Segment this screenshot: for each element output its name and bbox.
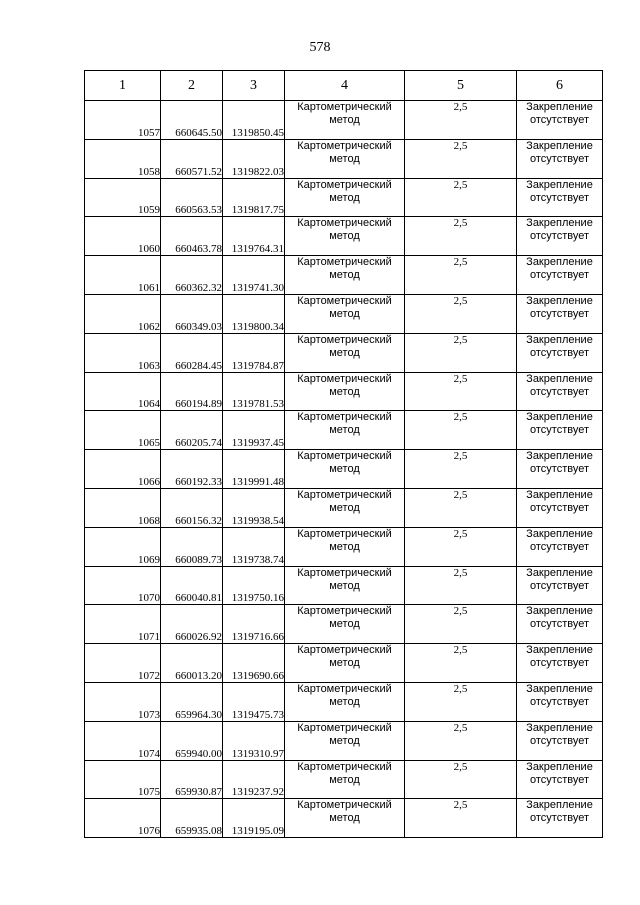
fixation-line-2: отсутствует bbox=[529, 540, 589, 553]
table-row bbox=[85, 139, 603, 178]
method-line-1: Картометрический bbox=[297, 644, 392, 657]
accuracy-cell: 2,5 bbox=[405, 488, 517, 527]
point-number-cell: 1061 bbox=[85, 256, 161, 295]
point-number-cell: 1072 bbox=[85, 644, 161, 683]
y-coordinate-cell: 1319750.16 bbox=[223, 566, 285, 605]
point-number-cell: 1065 bbox=[85, 411, 161, 450]
method-line-1: Картометрический bbox=[297, 527, 392, 540]
accuracy-cell: 2,5 bbox=[405, 450, 517, 489]
y-coordinate-cell: 1319310.97 bbox=[223, 721, 285, 760]
point-number-cell: 1057 bbox=[85, 101, 161, 140]
x-coordinate-cell: 659964.30 bbox=[161, 682, 223, 721]
y-coordinate-cell: 1319690.66 bbox=[223, 644, 285, 683]
method-line-2: метод bbox=[329, 812, 360, 825]
y-coordinate-cell: 1319764.31 bbox=[223, 217, 285, 256]
fixation-line-1: Закрепление bbox=[526, 566, 593, 579]
table-row bbox=[85, 566, 603, 605]
fixation-line-1: Закрепление bbox=[526, 333, 593, 346]
fixation-cell bbox=[517, 721, 603, 760]
method-line-1: Картометрический bbox=[297, 488, 392, 501]
point-number-cell: 1058 bbox=[85, 139, 161, 178]
point-number-cell: 1071 bbox=[85, 605, 161, 644]
table-row bbox=[85, 217, 603, 256]
y-coordinate-cell: 1319822.03 bbox=[223, 139, 285, 178]
point-number-cell: 1066 bbox=[85, 450, 161, 489]
method-line-2: метод bbox=[329, 695, 360, 708]
accuracy-cell: 2,5 bbox=[405, 682, 517, 721]
method-line-2: метод bbox=[329, 773, 360, 786]
accuracy-cell: 2,5 bbox=[405, 644, 517, 683]
table-body bbox=[85, 101, 603, 838]
x-coordinate-cell: 660205.74 bbox=[161, 411, 223, 450]
fixation-cell bbox=[517, 217, 603, 256]
accuracy-cell: 2,5 bbox=[405, 527, 517, 566]
table-row bbox=[85, 644, 603, 683]
x-coordinate-cell: 660284.45 bbox=[161, 333, 223, 372]
header-row bbox=[85, 71, 603, 101]
method-line-1: Картометрический bbox=[297, 333, 392, 346]
table-row bbox=[85, 294, 603, 333]
method-line-2: метод bbox=[329, 424, 360, 437]
fixation-line-2: отсутствует bbox=[529, 424, 589, 437]
page-number: 578 bbox=[309, 40, 331, 55]
x-coordinate-cell: 660013.20 bbox=[161, 644, 223, 683]
fixation-cell bbox=[517, 139, 603, 178]
x-coordinate-cell: 660156.32 bbox=[161, 488, 223, 527]
fixation-line-1: Закрепление bbox=[526, 139, 593, 152]
method-cell bbox=[285, 721, 405, 760]
method-cell bbox=[285, 527, 405, 566]
x-coordinate-cell: 660645.50 bbox=[161, 101, 223, 140]
method-cell bbox=[285, 139, 405, 178]
fixation-cell bbox=[517, 644, 603, 683]
method-line-1: Картометрический bbox=[297, 450, 392, 463]
method-line-1: Картометрический bbox=[297, 256, 392, 269]
table-row bbox=[85, 101, 603, 140]
method-line-2: метод bbox=[329, 734, 360, 747]
header-cell-1: 1 bbox=[85, 71, 161, 101]
method-line-2: метод bbox=[329, 385, 360, 398]
method-line-2: метод bbox=[329, 307, 360, 320]
point-number-cell: 1074 bbox=[85, 721, 161, 760]
method-line-2: метод bbox=[329, 346, 360, 359]
fixation-cell bbox=[517, 605, 603, 644]
point-number-cell: 1070 bbox=[85, 566, 161, 605]
point-number-cell: 1069 bbox=[85, 527, 161, 566]
accuracy-cell: 2,5 bbox=[405, 411, 517, 450]
point-number-cell: 1075 bbox=[85, 760, 161, 799]
accuracy-cell: 2,5 bbox=[405, 721, 517, 760]
fixation-line-1: Закрепление bbox=[526, 799, 593, 812]
y-coordinate-cell: 1319195.09 bbox=[223, 799, 285, 838]
fixation-cell bbox=[517, 488, 603, 527]
coordinates-table bbox=[84, 70, 603, 838]
method-line-2: метод bbox=[329, 657, 360, 670]
y-coordinate-cell: 1319237.92 bbox=[223, 760, 285, 799]
y-coordinate-cell: 1319716.66 bbox=[223, 605, 285, 644]
method-cell bbox=[285, 333, 405, 372]
x-coordinate-cell: 660563.53 bbox=[161, 178, 223, 217]
method-line-2: метод bbox=[329, 463, 360, 476]
fixation-cell bbox=[517, 411, 603, 450]
method-line-1: Картометрический bbox=[297, 411, 392, 424]
fixation-line-2: отсутствует bbox=[529, 812, 589, 825]
point-number-cell: 1076 bbox=[85, 799, 161, 838]
method-cell bbox=[285, 411, 405, 450]
method-line-1: Картометрический bbox=[297, 101, 392, 113]
y-coordinate-cell: 1319938.54 bbox=[223, 488, 285, 527]
table-row bbox=[85, 527, 603, 566]
fixation-line-1: Закрепление bbox=[526, 450, 593, 463]
fixation-line-2: отсутствует bbox=[529, 114, 589, 126]
method-line-1: Картометрический bbox=[297, 682, 392, 695]
method-cell bbox=[285, 217, 405, 256]
method-line-1: Картометрический bbox=[297, 139, 392, 152]
fixation-line-2: отсутствует bbox=[529, 618, 589, 631]
point-number-cell: 1068 bbox=[85, 488, 161, 527]
accuracy-cell: 2,5 bbox=[405, 605, 517, 644]
accuracy-cell: 2,5 bbox=[405, 101, 517, 140]
method-cell bbox=[285, 760, 405, 799]
method-cell bbox=[285, 178, 405, 217]
x-coordinate-cell: 660194.89 bbox=[161, 372, 223, 411]
method-line-2: метод bbox=[329, 540, 360, 553]
x-coordinate-cell: 660571.52 bbox=[161, 139, 223, 178]
accuracy-cell: 2,5 bbox=[405, 294, 517, 333]
y-coordinate-cell: 1319817.75 bbox=[223, 178, 285, 217]
fixation-line-2: отсутствует bbox=[529, 230, 589, 243]
table-row bbox=[85, 333, 603, 372]
fixation-line-1: Закрепление bbox=[526, 101, 593, 113]
x-coordinate-cell: 660463.78 bbox=[161, 217, 223, 256]
method-line-1: Картометрический bbox=[297, 178, 392, 191]
fixation-line-2: отсутствует bbox=[529, 307, 589, 320]
accuracy-cell: 2,5 bbox=[405, 333, 517, 372]
table-row bbox=[85, 488, 603, 527]
fixation-line-1: Закрепление bbox=[526, 682, 593, 695]
method-cell bbox=[285, 644, 405, 683]
fixation-line-2: отсутствует bbox=[529, 579, 589, 592]
fixation-line-1: Закрепление bbox=[526, 294, 593, 307]
method-cell bbox=[285, 682, 405, 721]
y-coordinate-cell: 1319741.30 bbox=[223, 256, 285, 295]
fixation-cell bbox=[517, 450, 603, 489]
y-coordinate-cell: 1319738.74 bbox=[223, 527, 285, 566]
method-line-2: метод bbox=[329, 152, 360, 165]
fixation-line-1: Закрепление bbox=[526, 217, 593, 230]
fixation-line-1: Закрепление bbox=[526, 644, 593, 657]
method-cell bbox=[285, 799, 405, 838]
accuracy-cell: 2,5 bbox=[405, 799, 517, 838]
method-cell bbox=[285, 372, 405, 411]
fixation-line-1: Закрепление bbox=[526, 411, 593, 424]
y-coordinate-cell: 1319781.53 bbox=[223, 372, 285, 411]
x-coordinate-cell: 659940.00 bbox=[161, 721, 223, 760]
point-number-cell: 1073 bbox=[85, 682, 161, 721]
fixation-cell bbox=[517, 799, 603, 838]
accuracy-cell: 2,5 bbox=[405, 566, 517, 605]
table-row bbox=[85, 256, 603, 295]
fixation-line-1: Закрепление bbox=[526, 721, 593, 734]
table-row bbox=[85, 450, 603, 489]
x-coordinate-cell: 659935.08 bbox=[161, 799, 223, 838]
accuracy-cell: 2,5 bbox=[405, 760, 517, 799]
fixation-line-2: отсутствует bbox=[529, 269, 589, 282]
x-coordinate-cell: 660026.92 bbox=[161, 605, 223, 644]
accuracy-cell: 2,5 bbox=[405, 178, 517, 217]
method-line-1: Картометрический bbox=[297, 721, 392, 734]
header-cell-3: 3 bbox=[223, 71, 285, 101]
accuracy-cell: 2,5 bbox=[405, 139, 517, 178]
fixation-cell bbox=[517, 294, 603, 333]
method-line-2: метод bbox=[329, 191, 360, 204]
point-number-cell: 1060 bbox=[85, 217, 161, 256]
fixation-line-2: отсутствует bbox=[529, 385, 589, 398]
method-line-1: Картометрический bbox=[297, 294, 392, 307]
method-cell bbox=[285, 605, 405, 644]
fixation-line-2: отсутствует bbox=[529, 695, 589, 708]
fixation-line-2: отсутствует bbox=[529, 657, 589, 670]
fixation-line-2: отсутствует bbox=[529, 734, 589, 747]
method-line-2: метод bbox=[329, 579, 360, 592]
point-number-cell: 1063 bbox=[85, 333, 161, 372]
method-cell bbox=[285, 450, 405, 489]
accuracy-cell: 2,5 bbox=[405, 256, 517, 295]
x-coordinate-cell: 659930.87 bbox=[161, 760, 223, 799]
header-cell-4: 4 bbox=[285, 71, 405, 101]
fixation-cell bbox=[517, 333, 603, 372]
x-coordinate-cell: 660089.73 bbox=[161, 527, 223, 566]
fixation-cell bbox=[517, 760, 603, 799]
fixation-line-1: Закрепление bbox=[526, 256, 593, 269]
table-row bbox=[85, 178, 603, 217]
x-coordinate-cell: 660192.33 bbox=[161, 450, 223, 489]
fixation-line-2: отсутствует bbox=[529, 501, 589, 514]
fixation-cell bbox=[517, 101, 603, 140]
method-line-1: Картометрический bbox=[297, 372, 392, 385]
point-number-cell: 1064 bbox=[85, 372, 161, 411]
method-line-2: метод bbox=[329, 269, 360, 282]
table-row bbox=[85, 760, 603, 799]
table-row bbox=[85, 721, 603, 760]
method-line-2: метод bbox=[329, 230, 360, 243]
table-row bbox=[85, 605, 603, 644]
table-row bbox=[85, 411, 603, 450]
fixation-cell bbox=[517, 178, 603, 217]
method-line-1: Картометрический bbox=[297, 799, 392, 812]
method-line-2: метод bbox=[329, 114, 360, 126]
header-cell-2: 2 bbox=[161, 71, 223, 101]
header-cell-5: 5 bbox=[405, 71, 517, 101]
x-coordinate-cell: 660362.32 bbox=[161, 256, 223, 295]
fixation-cell bbox=[517, 566, 603, 605]
table-row bbox=[85, 372, 603, 411]
header-cell-6: 6 bbox=[517, 71, 603, 101]
method-line-1: Картометрический bbox=[297, 760, 392, 773]
y-coordinate-cell: 1319800.34 bbox=[223, 294, 285, 333]
x-coordinate-cell: 660040.81 bbox=[161, 566, 223, 605]
fixation-line-1: Закрепление bbox=[526, 178, 593, 191]
fixation-cell bbox=[517, 372, 603, 411]
method-cell bbox=[285, 256, 405, 295]
fixation-line-2: отсутствует bbox=[529, 463, 589, 476]
fixation-cell bbox=[517, 682, 603, 721]
fixation-line-1: Закрепление bbox=[526, 488, 593, 501]
fixation-line-1: Закрепление bbox=[526, 605, 593, 618]
fixation-cell bbox=[517, 527, 603, 566]
table-header bbox=[85, 71, 603, 101]
point-number-cell: 1062 bbox=[85, 294, 161, 333]
fixation-line-1: Закрепление bbox=[526, 760, 593, 773]
accuracy-cell: 2,5 bbox=[405, 372, 517, 411]
method-cell bbox=[285, 294, 405, 333]
method-line-2: метод bbox=[329, 501, 360, 514]
point-number-cell: 1059 bbox=[85, 178, 161, 217]
y-coordinate-cell: 1319991.48 bbox=[223, 450, 285, 489]
y-coordinate-cell: 1319784.87 bbox=[223, 333, 285, 372]
fixation-line-2: отсутствует bbox=[529, 191, 589, 204]
fixation-line-1: Закрепление bbox=[526, 527, 593, 540]
y-coordinate-cell: 1319475.73 bbox=[223, 682, 285, 721]
method-cell bbox=[285, 566, 405, 605]
table-row bbox=[85, 799, 603, 838]
method-cell bbox=[285, 488, 405, 527]
fixation-line-2: отсутствует bbox=[529, 152, 589, 165]
method-line-1: Картометрический bbox=[297, 217, 392, 230]
accuracy-cell: 2,5 bbox=[405, 217, 517, 256]
method-cell bbox=[285, 101, 405, 140]
x-coordinate-cell: 660349.03 bbox=[161, 294, 223, 333]
y-coordinate-cell: 1319937.45 bbox=[223, 411, 285, 450]
fixation-line-2: отсутствует bbox=[529, 773, 589, 786]
table-row bbox=[85, 682, 603, 721]
fixation-line-2: отсутствует bbox=[529, 346, 589, 359]
y-coordinate-cell: 1319850.45 bbox=[223, 101, 285, 140]
fixation-cell bbox=[517, 256, 603, 295]
method-line-1: Картометрический bbox=[297, 605, 392, 618]
method-line-1: Картометрический bbox=[297, 566, 392, 579]
fixation-line-1: Закрепление bbox=[526, 372, 593, 385]
method-line-2: метод bbox=[329, 618, 360, 631]
